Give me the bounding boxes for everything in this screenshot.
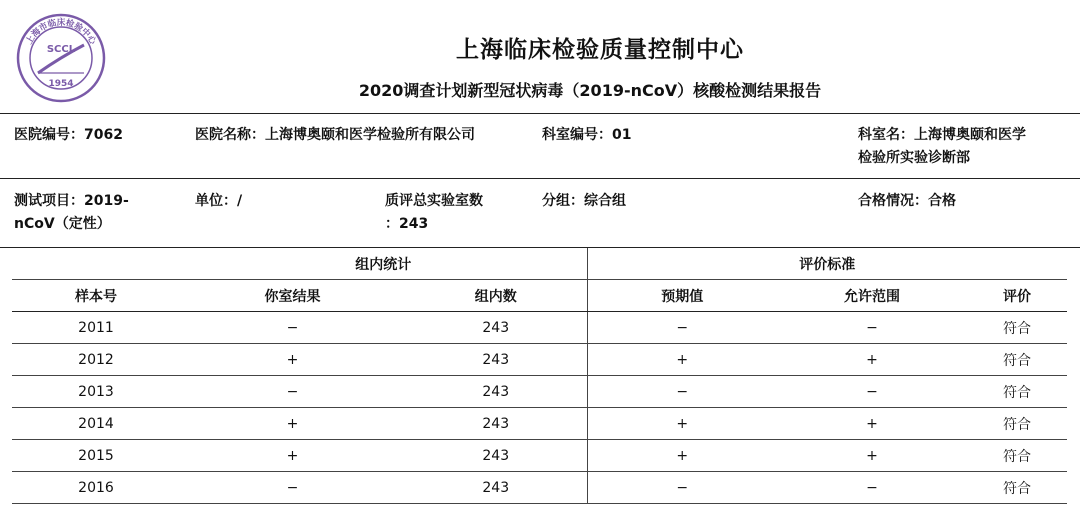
report-subtitle: 2020调查计划新型冠状病毒（2019-nCoV）核酸检测结果报告 (358, 81, 822, 100)
cell-sample-id: 2014 (12, 408, 180, 440)
col-sample-id: 样本号 (12, 280, 180, 312)
unit: 单位：/ (195, 193, 243, 209)
divider-mid (0, 178, 1080, 179)
cell-sample-id: 2013 (12, 376, 180, 408)
cell-your-result: + (180, 440, 405, 472)
cell-allowed-range: − (777, 472, 967, 504)
cell-group-count: 243 (405, 472, 587, 504)
cell-group-count: 243 (405, 312, 587, 344)
table-row (12, 312, 1067, 344)
report-title: 上海临床检验质量控制中心 (456, 37, 744, 63)
hospital-name: 医院名称：上海博奥颐和医学检验所有限公司 (195, 127, 475, 143)
logo-abbr: SCCL (46, 44, 76, 55)
logo-arc-text: 上海市临床检验中心 (24, 18, 98, 47)
cell-group-count: 243 (405, 440, 587, 472)
table-row (12, 408, 1067, 440)
col-your-result: 你室结果 (180, 280, 405, 312)
test-item: 测试项目：2019- nCoV（定性） (14, 193, 129, 232)
cell-allowed-range: − (777, 312, 967, 344)
cell-your-result: − (180, 472, 405, 504)
cell-your-result: − (180, 376, 405, 408)
cell-evaluation: 符合 (967, 344, 1067, 376)
cell-group-count: 243 (405, 376, 587, 408)
dept-name: 科室名：上海博奥颐和医学 检验所实验诊断部 (858, 127, 1026, 166)
dept-id: 科室编号：01 (542, 127, 632, 143)
lab-count: 质评总实验室数 ：243 (385, 193, 483, 232)
cell-group-count: 243 (405, 408, 587, 440)
table-row (12, 472, 1067, 504)
cell-allowed-range: − (777, 376, 967, 408)
col-evaluation: 评价 (967, 280, 1067, 312)
cell-expected: − (587, 376, 777, 408)
cell-expected: + (587, 408, 777, 440)
cell-your-result: − (180, 312, 405, 344)
table-row (12, 344, 1067, 376)
group-header-stats: 组内统计 (180, 248, 587, 280)
cell-evaluation: 符合 (967, 440, 1067, 472)
hospital-id: 医院编号：7062 (14, 127, 123, 143)
table-row (12, 376, 1067, 408)
cell-expected: + (587, 440, 777, 472)
col-expected: 预期值 (587, 280, 777, 312)
cell-expected: − (587, 312, 777, 344)
cell-expected: + (587, 344, 777, 376)
cell-evaluation: 符合 (967, 408, 1067, 440)
cell-sample-id: 2015 (12, 440, 180, 472)
divider-top (0, 113, 1080, 114)
cell-your-result: + (180, 408, 405, 440)
cell-sample-id: 2011 (12, 312, 180, 344)
col-group-count: 组内数 (405, 280, 587, 312)
cell-allowed-range: + (777, 344, 967, 376)
cell-allowed-range: + (777, 440, 967, 472)
cell-evaluation: 符合 (967, 312, 1067, 344)
pass-status: 合格情况：合格 (858, 193, 956, 209)
group-header-criteria: 评价标准 (587, 248, 1067, 280)
cell-your-result: + (180, 344, 405, 376)
cell-allowed-range: + (777, 408, 967, 440)
table-row (12, 440, 1067, 472)
cell-sample-id: 2012 (12, 344, 180, 376)
cell-evaluation: 符合 (967, 376, 1067, 408)
logo-year: 1954 (48, 79, 74, 89)
cell-evaluation: 符合 (967, 472, 1067, 504)
results-table (12, 248, 1067, 504)
cell-sample-id: 2016 (12, 472, 180, 504)
col-allowed-range: 允许范围 (777, 280, 967, 312)
cell-group-count: 243 (405, 344, 587, 376)
group: 分组：综合组 (542, 193, 626, 209)
cell-expected: − (587, 472, 777, 504)
